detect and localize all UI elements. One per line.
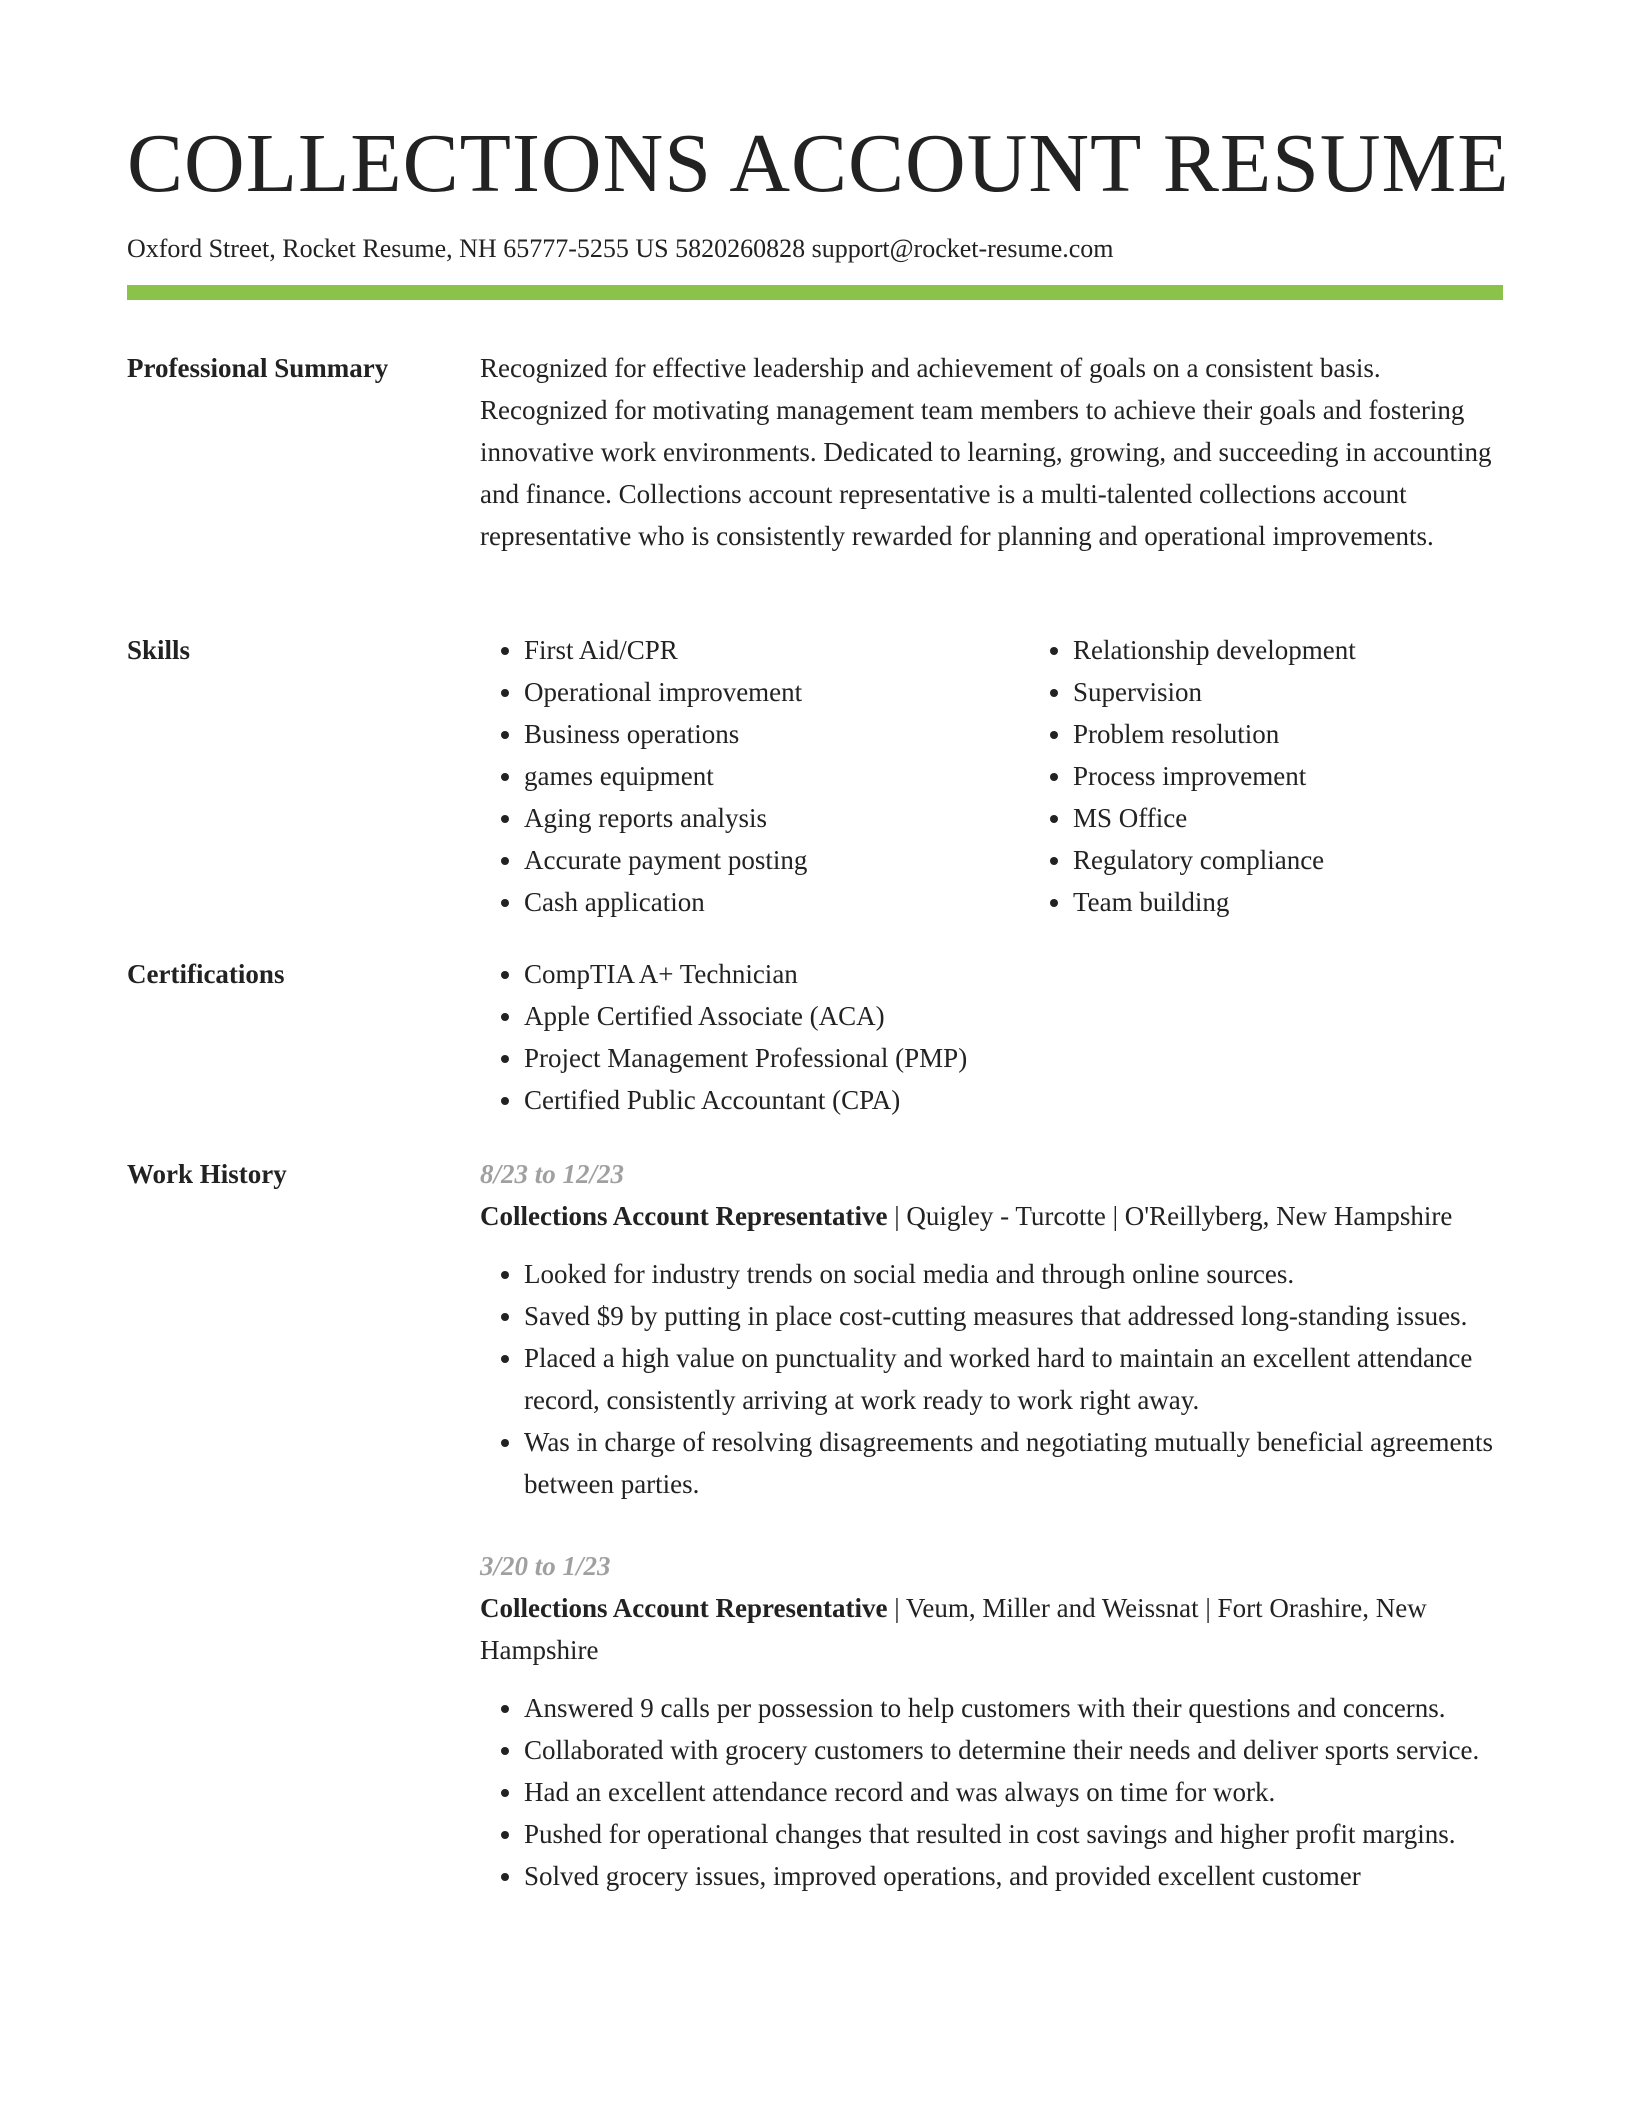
job-entry — [480, 1545, 1503, 1897]
work-history-body — [480, 1153, 1503, 1937]
job-dates: 8/23 to 12/23 — [480, 1159, 625, 1189]
skills-label: Skills — [127, 635, 191, 665]
job-bullet: • Was in charge of resolving disagreements and negotiating mutually beneficial agreements between parties. — [524, 1421, 1503, 1505]
job-title: Collections Account Representative — [480, 1201, 888, 1231]
certification-item: • Project Management Professional (PMP) — [524, 1037, 1503, 1079]
job-header — [480, 1587, 1503, 1671]
skill-item: • Business operations — [524, 713, 984, 755]
skill-item: • Cash application — [524, 881, 984, 923]
certifications-list — [480, 953, 1503, 1121]
skill-item: • Relationship development — [1073, 629, 1533, 671]
job-employer-location: | Veum, Miller and Weissnat | Fort Orashire, New Hampshire — [480, 1593, 1427, 1665]
summary-label: Professional Summary — [127, 353, 389, 383]
certification-item: • Apple Certified Associate (ACA) — [524, 995, 1503, 1037]
certifications-body — [480, 953, 1503, 1121]
certification-item: • CompTIA A+ Technician — [524, 953, 1503, 995]
skill-item: • Supervision — [1073, 671, 1533, 713]
job-bullet: • Placed a high value on punctuality and worked hard to maintain an excellent attendance record, consistently arriving at work ready to work right away. — [524, 1337, 1503, 1421]
job-bullets — [480, 1253, 1503, 1505]
job-title: Collections Account Representative — [480, 1593, 888, 1623]
accent-divider — [127, 285, 1503, 300]
skill-item: • Aging reports analysis — [524, 797, 984, 839]
job-bullet: • Solved grocery issues, improved operations, and provided excellent customer — [524, 1855, 1503, 1897]
certifications-label: Certifications — [127, 959, 285, 989]
resume-title: COLLECTIONS ACCOUNT RESUME — [127, 117, 1510, 210]
job-bullet: • Had an excellent attendance record and was always on time for work. — [524, 1771, 1503, 1813]
skill-item: • Operational improvement — [524, 671, 984, 713]
work-history-label: Work History — [127, 1159, 287, 1189]
job-bullet: • Looked for industry trends on social media and through online sources. — [524, 1253, 1503, 1295]
skill-item: • First Aid/CPR — [524, 629, 984, 671]
skill-item: • games equipment — [524, 755, 984, 797]
summary-text: Recognized for effective leadership and achievement of goals on a consistent basis. Recognized for motivating management team members to achieve their goals and fostering innovative work environments. Dedicated to learning, growing, and succeeding in accounting and finance. Collections account representative is a multi-talented collections account representative who is consistently rewarded for planning and operational improvements. — [480, 353, 1492, 551]
job-bullet: • Answered 9 calls per possession to help customers with their questions and concerns. — [524, 1687, 1503, 1729]
job-dates: 3/20 to 1/23 — [480, 1551, 611, 1581]
skill-item: • Team building — [1073, 881, 1533, 923]
skills-list-right — [1029, 629, 1533, 923]
contact-line: Oxford Street, Rocket Resume, NH 65777-5255 US 5820260828 support@rocket-resume.com — [127, 234, 1114, 263]
skill-item: • Process improvement — [1073, 755, 1533, 797]
skill-item: • Accurate payment posting — [524, 839, 984, 881]
job-entry — [480, 1153, 1503, 1505]
skill-item: • MS Office — [1073, 797, 1533, 839]
skills-list-left — [480, 629, 984, 923]
job-bullet: • Collaborated with grocery customers to determine their needs and deliver sports service. — [524, 1729, 1503, 1771]
skill-item: • Problem resolution — [1073, 713, 1533, 755]
skills-body — [480, 629, 1503, 923]
certification-item: • Certified Public Accountant (CPA) — [524, 1079, 1503, 1121]
job-employer-location: | Quigley - Turcotte | O'Reillyberg, New Hampshire — [887, 1201, 1453, 1231]
job-bullet: • Saved $9 by putting in place cost-cutting measures that addressed long-standing issues. — [524, 1295, 1503, 1337]
summary-body — [480, 347, 1503, 557]
job-bullet: • Pushed for operational changes that resulted in cost savings and higher profit margins. — [524, 1813, 1503, 1855]
skill-item: • Regulatory compliance — [1073, 839, 1533, 881]
job-header — [480, 1195, 1503, 1237]
job-bullets — [480, 1687, 1503, 1897]
